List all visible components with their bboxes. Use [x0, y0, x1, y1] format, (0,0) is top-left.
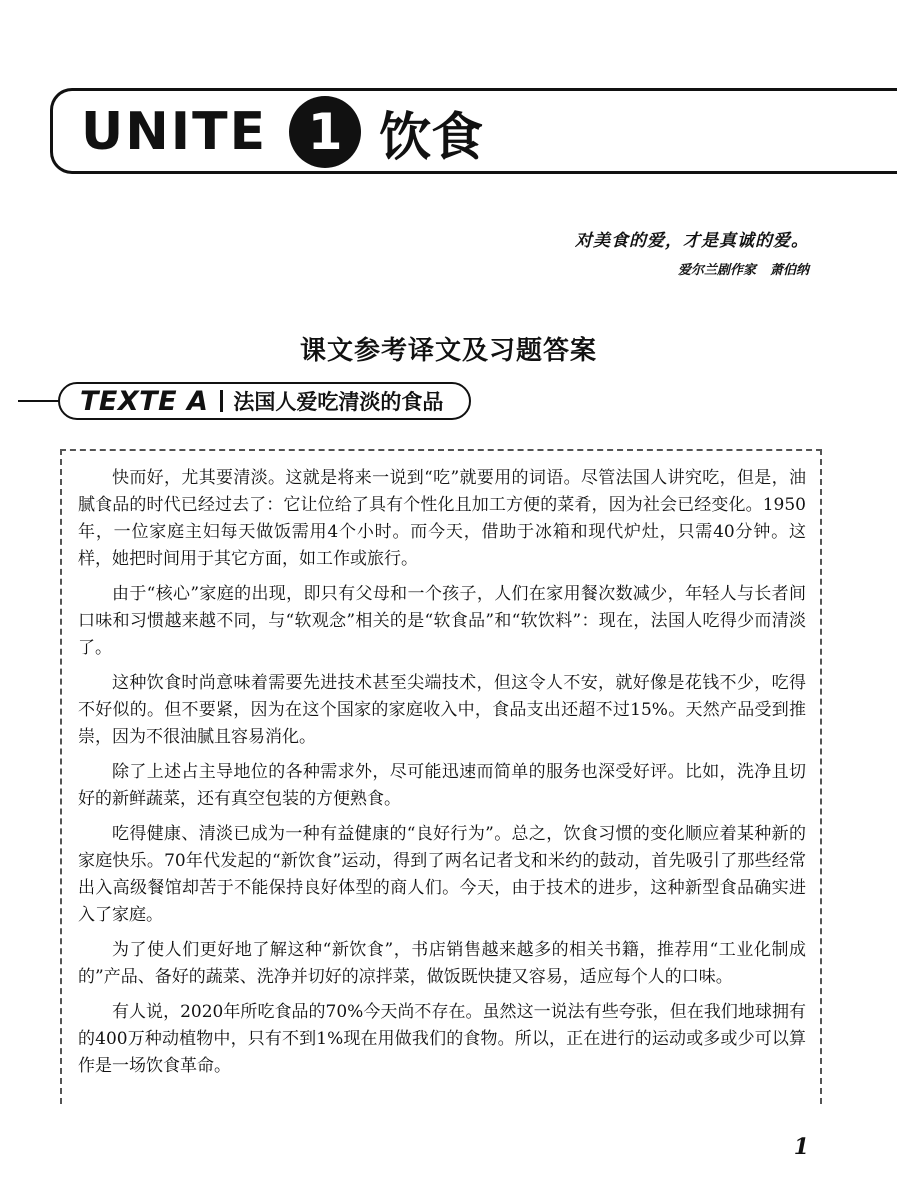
unit-number-badge: 1: [289, 96, 361, 168]
texte-rule: [18, 400, 60, 402]
paragraph: 有人说，2020年所吃食品的70%今天尚不存在。虽然这一说法有些夸张，但在我们地球拥有的400万种动植物中，只有不到1%现在用做我们的食物。所以，正在进行的运动或多或少可以算作是一场饮食革命。: [78, 1002, 806, 1076]
texte-separator: [220, 390, 223, 412]
texte-code: TEXTE A: [80, 385, 209, 417]
unit-banner: [50, 88, 897, 174]
paragraph: 由于“核心”家庭的出现，即只有父母和一个孩子，人们在家用餐次数减少，年轻人与长者间口味和习惯越来越不同，与“软观念”相关的是“软食品”和“软饮料”：现在，法国人吃得少而清淡了。: [78, 584, 806, 658]
epigraph-author-name: 萧伯纳: [769, 263, 809, 278]
paragraph: 快而好，尤其要清淡。这就是将来一说到“吃”就要用的词语。尽管法国人讲究吃，但是，油腻食品的时代已经过去了：它让位给了具有个性化且加工方便的菜肴，因为社会已经变化。1950年，一位家庭主妇每天做饭需用4个小时。而今天，借助于冰箱和现代炉灶，只需40分钟。这样，她把时间用于其它方面，如工作或旅行。: [78, 468, 806, 569]
paragraph: 吃得健康、清淡已成为一种有益健康的“良好行为”。总之，饮食习惯的变化顺应着某种新的家庭快乐。70年代发起的“新饮食”运动，得到了两名记者戈和米约的鼓动，首先吸引了那些经常出入高级餐馆却苦于不能保持良好体型的商人们。今天，由于技术的进步，这种新型食品确实进入了家庭。: [78, 824, 806, 925]
section-heading: 课文参考译文及习题答案: [299, 336, 597, 366]
paragraph: 这种饮食时尚意味着需要先进技术甚至尖端技术，但这令人不安，就好像是花钱不少，吃得不好似的。但不要紧，因为在这个国家的家庭收入中，食品支出还超不过15%。天然产品受到推崇，因为不很油腻且容易消化。: [78, 673, 806, 747]
texte-pill: [58, 382, 471, 420]
epigraph-author: [575, 259, 809, 278]
epigraph: [575, 226, 809, 278]
text-body-box: [60, 449, 822, 1104]
unit-banner-content: [81, 97, 483, 167]
texte-title: 法国人爱吃清淡的食品: [233, 390, 444, 414]
paragraph: 为了使人们更好地了解这种“新饮食”，书店销售越来越多的相关书籍，推荐用“工业化制成的”产品、备好的蔬菜、洗净并切好的凉拌菜，做饭既快捷又容易，适应每个人的口味。: [78, 940, 806, 987]
unit-label: UNITE: [81, 102, 268, 162]
page-number: 1: [793, 1134, 809, 1160]
unit-title: 饮食: [379, 107, 484, 168]
epigraph-author-role: 爱尔兰剧作家: [677, 263, 756, 278]
texte-label: [18, 380, 538, 424]
epigraph-quote: 对美食的爱，才是真诚的爱。: [575, 231, 809, 251]
paragraph: 除了上述占主导地位的各种需求外，尽可能迅速而简单的服务也深受好评。比如，洗净且切好的新鲜蔬菜，还有真空包装的方便熟食。: [78, 762, 806, 809]
